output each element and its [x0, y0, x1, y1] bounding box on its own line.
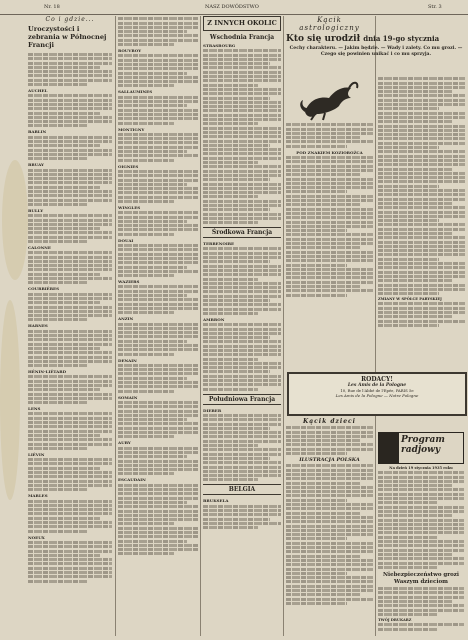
place-heading: HÉNIN-LIÉTARD: [28, 369, 67, 375]
section-masthead: Kącik astrologiczny: [299, 16, 360, 32]
place-heading: SOMAIN: [118, 394, 138, 400]
paper-stain: [0, 300, 20, 500]
subsection-title: Południowa Francja: [208, 395, 276, 403]
page-header: [0, 0, 468, 15]
place-heading: BULLY: [28, 207, 44, 213]
radio-program: [378, 432, 464, 632]
section-title: Z INNYCH OKOLIC: [207, 19, 277, 27]
sign-heading: POD ZNAKIEM KOZIOROŻCA: [296, 149, 363, 155]
subsection-title: Wschodnia Francja: [209, 34, 275, 41]
section-divider: [203, 394, 281, 405]
place-heading: ANZIN: [118, 316, 134, 322]
article-headline: Uroczystości i zebrania w Północnej Francji: [28, 25, 107, 49]
place-heading: AUCHEL: [28, 88, 48, 94]
subsection-title: BELGIA: [228, 486, 256, 494]
place-heading: DOUAI: [118, 237, 134, 243]
kids-corner: [286, 418, 373, 606]
article-body: [28, 53, 112, 583]
capricorn-icon: [295, 76, 365, 122]
section-box: [203, 16, 281, 31]
page-number: Nr. 18: [44, 4, 60, 10]
advertisement-box: [287, 372, 467, 416]
column-rule: [200, 16, 201, 636]
column-4-body: [286, 76, 373, 298]
radio-program-title: Program radjowy: [401, 435, 445, 455]
place-heading: BRUAY: [28, 162, 44, 168]
column-5-body: [378, 76, 465, 328]
ad-line: Les Amis de la Pologne — Notre Pologne: [335, 393, 419, 398]
place-heading: STRASBOURG: [203, 43, 236, 48]
place-heading: MONTIGNY: [118, 126, 145, 132]
column-3: [203, 16, 281, 638]
section-divider: [203, 227, 281, 238]
horoscope-title: Kto się urodził dnia 19-go stycznia: [286, 34, 440, 44]
place-heading: TWÓJ DRUKARZ: [378, 617, 412, 622]
place-heading: HARNES: [28, 323, 48, 329]
column-rule: [283, 16, 284, 636]
paper-stain: [2, 160, 28, 280]
column-1: [28, 16, 112, 638]
place-heading: AMBRON: [203, 316, 225, 322]
column-rule: [115, 16, 116, 636]
ad-title: RODACY!: [361, 376, 393, 383]
column-2: [118, 16, 198, 638]
place-heading: ZMIANY W SPÓŁCE PARYSKIEJ: [378, 297, 442, 302]
place-heading: BARLIN: [28, 129, 47, 135]
place-heading: AUBY: [118, 440, 131, 446]
radio-icon: [379, 433, 399, 463]
place-heading: LENS: [28, 406, 41, 412]
article-body: [118, 17, 198, 555]
place-heading: COURRIÈRES: [28, 286, 59, 292]
section-masthead: Kącik dzieci: [303, 418, 356, 425]
article-headline: ILUSTRACJA POLSKA: [299, 457, 360, 464]
radio-program-date: Na dzień 19 stycznia 1935 roku: [389, 466, 453, 470]
place-heading: WINGLES: [118, 204, 141, 210]
place-heading: OIGNIES: [118, 163, 139, 169]
subsection-title: Środkowa Francja: [211, 229, 273, 237]
page-label: Str. 3: [428, 4, 442, 10]
paper-title: NASZ DOWÓDSTWO: [205, 4, 259, 10]
horoscope-subtitle: Cechy charakteru. — Jakim będzie. — Wady i zalety. Co mu grozi. — Czego się powinien unikać i co mu sprzyja.: [289, 46, 463, 57]
place-heading: DIEBER: [203, 407, 222, 413]
place-heading: LIÉVIN: [28, 451, 45, 457]
place-heading: NOEUX: [28, 534, 45, 540]
place-heading: DENAIN: [118, 357, 137, 363]
article-headline: Niebezpieczeństwo grozi Waszym dzieciom: [382, 571, 460, 585]
radio-program-header: [378, 432, 464, 464]
section-masthead: Co i gdzie...: [45, 16, 95, 23]
column-rule: [375, 16, 376, 636]
place-heading: ESCAUDAIN: [118, 477, 146, 483]
ad-line: Les Amis de la Pologne: [347, 383, 407, 388]
place-heading: SALLAUMINES: [118, 89, 153, 95]
place-heading: TERRENOIRE: [203, 241, 235, 247]
place-heading: MARLES: [28, 493, 48, 499]
place-heading: ROUVROY: [118, 48, 142, 54]
place-heading: WAZIERS: [118, 279, 140, 285]
place-heading: BRUKSELA: [203, 498, 229, 504]
section-divider: [203, 484, 281, 495]
horoscope-header: [286, 34, 466, 58]
ad-line: 10, Rue de l'Abbé de l'Epée, PARIS 5e: [340, 388, 414, 393]
place-heading: CALONNE: [28, 244, 51, 250]
